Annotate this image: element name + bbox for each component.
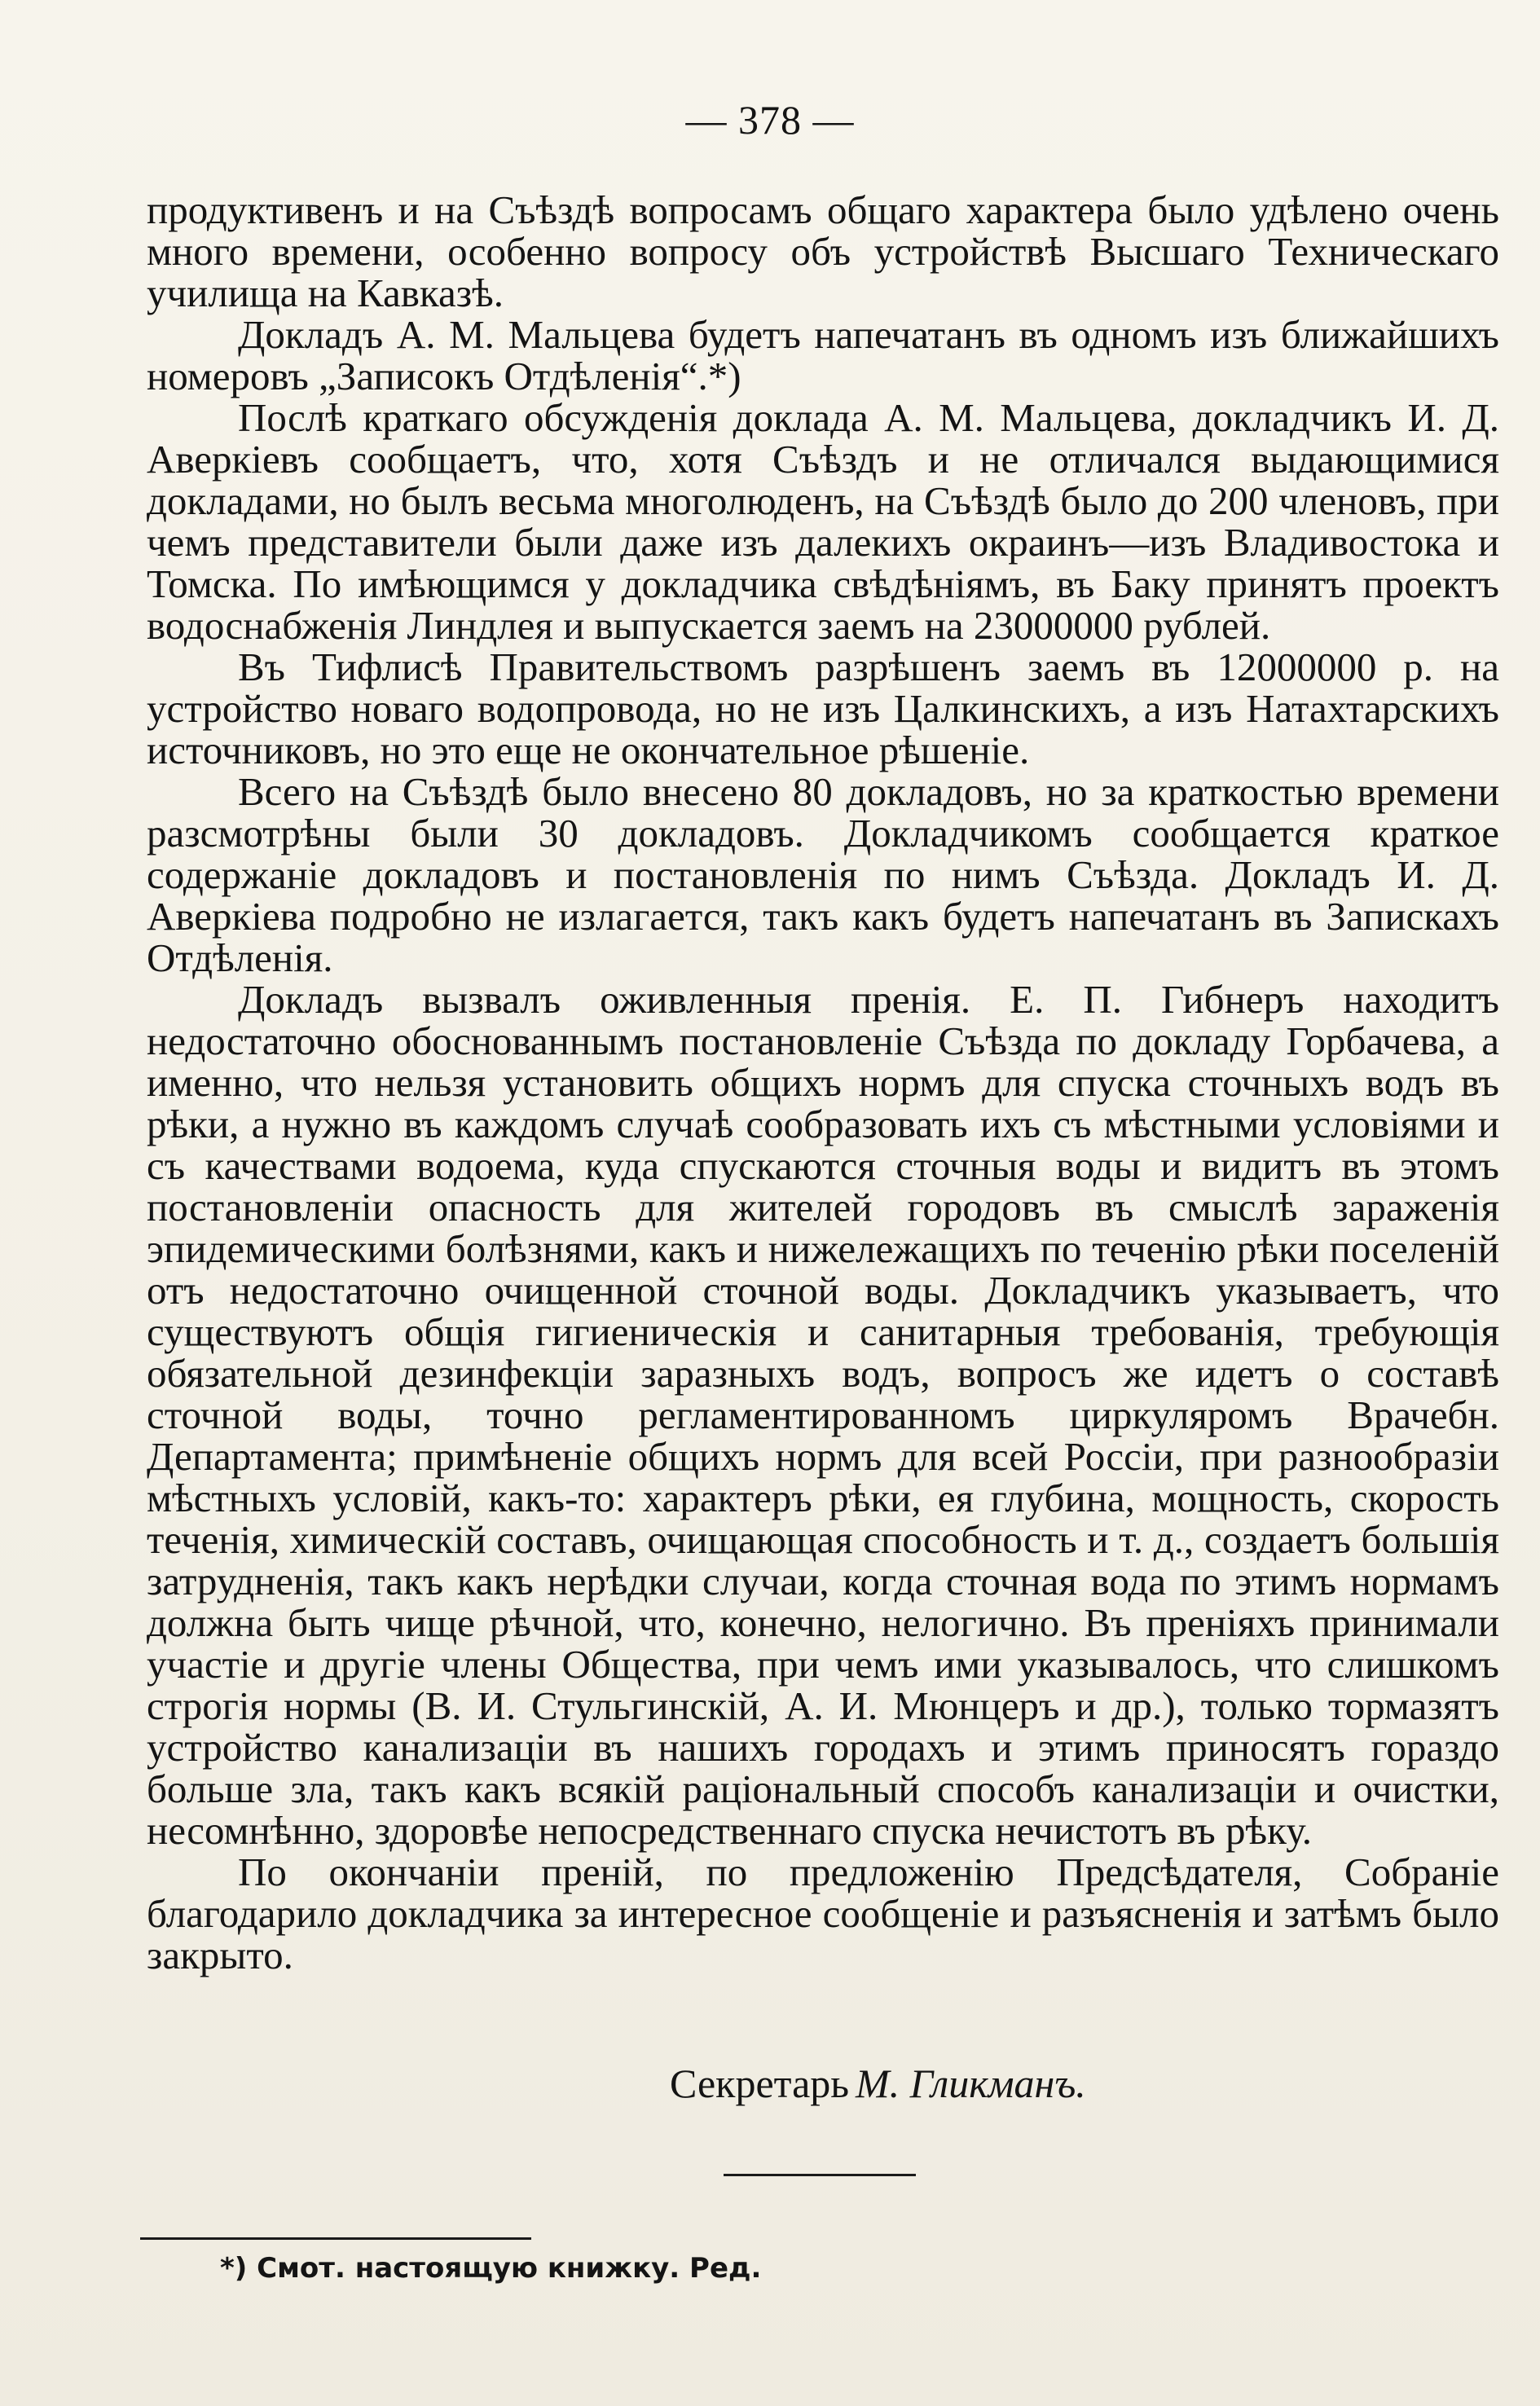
footnote: *) Смот. настоящую книжку. Ред. bbox=[220, 2252, 762, 2285]
footnote-rule bbox=[140, 2237, 531, 2240]
paragraph: Послѣ краткаго обсужденія доклада А. М. Мальцева, докладчикъ И. Д. Аверкіевъ сообщаетъ, что, хотя Съѣздъ и не отличался выдающимися докладами, но былъ весьма многолюденъ, на Съѣздѣ было до 200 членовъ, при чемъ представители были даже изъ далекихъ окраинъ—изъ Владивостока и Томска. По имѣющимся у докладчика свѣдѣніямъ, въ Баку принятъ проектъ водоснабженія Линдлея и выпускается заемъ на 23000000 рублей. bbox=[147, 395, 1499, 648]
paragraph: Докладъ вызвалъ оживленныя пренія. Е. П. Гибнеръ находитъ недостаточно обоснованнымъ постановленіе Съѣзда по докладу Горбачева, а именно, что нельзя установить общихъ нормъ для спуска сточныхъ водъ въ рѣки, а нужно въ каждомъ случаѣ сообразовать ихъ съ мѣстными условіями и съ качествами водоема, куда спускаются сточныя воды и видитъ въ этомъ постановленіи опасность для жителей городовъ въ смыслѣ зараженія эпидемическими болѣзнями, какъ и нижележащихъ по теченію рѣки поселеній отъ недостаточно очищенной сточной воды. Докладчикъ указываетъ, что существуютъ общія гигиеническія и санитарныя требованія, требующія обязательной дезинфекціи заразныхъ водъ, вопросъ же идетъ о составѣ сточной воды, точно регламентированномъ циркуляромъ Врачебн. Департамента; примѣненіе общихъ нормъ для всей Россіи, при разнообразіи мѣстныхъ условій, какъ-то: характеръ рѣки, ея глубина, мощность, скорость теченія, химическій составъ, очищающая способность и т. д., создаетъ большія затрудненія, такъ какъ нерѣдки случаи, когда сточная вода по этимъ нормамъ должна быть чище рѣчной, что, конечно, нелогично. Въ преніяхъ принимали участіе и другіе члены Общества, при чемъ ими указывалось, что слишкомъ строгія нормы (В. И. Стульгинскій, А. И. Мюнцеръ и др.), только тормазятъ устройство канализаціи въ нашихъ городахъ и этимъ приносятъ гораздо больше зла, такъ какъ всякій раціональный способъ канализаціи и очистки, несомнѣнно, здоровѣе непосредственнаго спуска нечистотъ въ рѣку. bbox=[147, 977, 1499, 1853]
page-number: — 378 — bbox=[685, 97, 855, 143]
signature-name: М. Гликманъ. bbox=[856, 2061, 1086, 2106]
paragraph: Въ Тифлисѣ Правительствомъ разрѣшенъ заемъ въ 12000000 р. на устройство новаго водопровода, но не изъ Цалкинскихъ, а изъ Натахтарскихъ источниковъ, но это еще не окончательное рѣшеніе. bbox=[147, 644, 1499, 772]
paragraph: Всего на Съѣздѣ было внесено 80 докладовъ, но за краткостью времени разсмотрѣны были 30 докладовъ. Докладчикомъ сообщается краткое содержаніе докладовъ и постановленія по нимъ Съѣзда. Докладъ И. Д. Аверкіева подробно не излагается, такъ какъ будетъ напечатанъ въ Запискахъ Отдѣленія. bbox=[147, 769, 1499, 980]
paragraph: Докладъ А. М. Мальцева будетъ напечатанъ въ одномъ изъ ближайшихъ номеровъ „Записокъ Отдѣленія“.*) bbox=[147, 312, 1499, 398]
signature-role: Секретарь bbox=[670, 2061, 850, 2106]
paragraph: продуктивенъ и на Съѣздѣ вопросамъ общаго характера было удѣлено очень много времени, особенно вопросу объ устройствѣ Высшаго Техническаго училища на Кавказѣ. bbox=[147, 187, 1499, 315]
section-divider bbox=[724, 2174, 916, 2176]
body-text bbox=[147, 189, 1499, 1976]
paragraph: По окончаніи преній, по предложенію Предсѣдателя, Собраніе благодарило докладчика за интересное сообщеніе и разъясненія и затѣмъ было закрыто. bbox=[147, 1850, 1499, 1977]
